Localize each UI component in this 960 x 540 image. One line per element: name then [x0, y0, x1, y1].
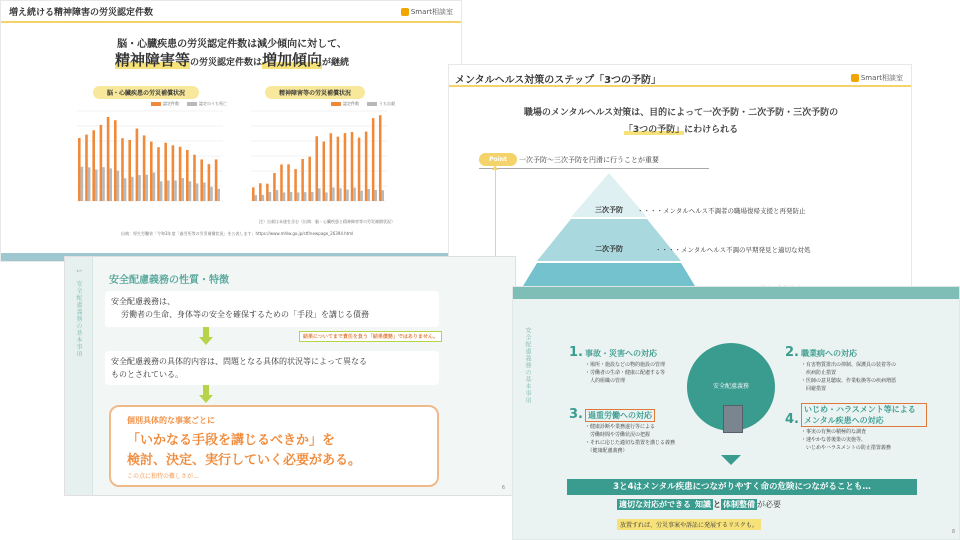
bar-primary	[273, 173, 276, 201]
bar-secondary	[210, 187, 213, 201]
chart-mental-disorders	[239, 107, 389, 215]
item-accident: 1. 事故・災害への対応 ・場所・施設などの物的施設の管理 ・労働者の生命・健康に配慮する等 人的組織の管理	[569, 345, 666, 384]
bar-secondary	[88, 167, 91, 201]
chart-left-legend: 認定件数 認定のうち死亡	[151, 101, 227, 107]
bar-secondary	[346, 190, 349, 201]
chart-left-title: 脳・心臓疾患の労災補償状況	[93, 86, 199, 99]
bar-secondary	[339, 188, 342, 201]
bar-primary	[114, 120, 117, 201]
bar-secondary	[367, 189, 370, 201]
bar-primary	[136, 129, 139, 201]
page-number: 8	[951, 529, 955, 535]
bar-primary	[186, 150, 189, 201]
bar-primary	[107, 117, 110, 201]
chart-heart-disease	[65, 107, 225, 215]
bar-primary	[121, 138, 124, 201]
down-arrow-icon	[203, 327, 209, 337]
bar-primary	[100, 125, 103, 201]
bar-primary	[294, 169, 297, 201]
bar-secondary	[290, 192, 293, 201]
brand-logo: Smart相談室	[851, 73, 903, 83]
bar-primary	[200, 159, 203, 201]
bar-secondary	[203, 183, 206, 201]
bar-secondary	[318, 188, 321, 201]
slide-safety-duty[interactable]	[64, 256, 516, 496]
bar-secondary	[124, 178, 127, 201]
down-arrow-icon	[199, 395, 213, 403]
bar-secondary	[145, 175, 148, 201]
down-arrow-icon	[199, 337, 213, 345]
bar-primary	[208, 164, 211, 201]
slide-title: 安全配慮義務の性質・特徴	[109, 275, 229, 286]
slide-top-bar	[513, 287, 960, 299]
bar-secondary	[138, 175, 141, 201]
bar-secondary	[325, 192, 328, 201]
bar-secondary	[117, 171, 120, 201]
chart-note: 注）自殺は未遂を含む（出典：脳・心臓疾患と精神障害等の労災補償状況）	[259, 219, 395, 224]
legend-swatch-icon	[367, 102, 377, 106]
slide-labor-claims[interactable]	[0, 0, 462, 262]
bar-primary	[379, 115, 382, 201]
bar-primary	[365, 132, 368, 201]
item-harassment: 4.いじめ・ハラスメント等による メンタル疾患への対応 ・事実の有無の積極的な調査 ・速やかな善後策の実施等、 いじめやハラスメントの防止措置義務	[785, 403, 935, 452]
bar-primary	[193, 155, 196, 201]
bar-secondary	[181, 178, 184, 201]
bar-primary	[164, 143, 167, 201]
logo-icon	[851, 74, 859, 82]
content-box: 安全配慮義務の具体的内容は、問題となる具体的状況等によって異なる ものとされている。	[105, 351, 439, 385]
slide-safety-duty-scope[interactable]	[512, 286, 960, 540]
bar-primary	[172, 145, 175, 201]
bar-primary	[157, 147, 160, 201]
bar-primary	[252, 187, 255, 201]
bar-secondary	[353, 188, 356, 201]
bar-primary	[92, 130, 95, 201]
bar-primary	[315, 136, 318, 201]
item-occupational-disease: 2. 職業病への対応 ・有害物質排出の抑制、保護具の装着等の 疾病防止措置 ・医師の意見聴取、作業転換等の疾病増悪 回避措置	[785, 345, 897, 392]
headline-line2: 精神障害等の労災認定件数は増加傾向が継続	[114, 51, 350, 69]
bar-secondary	[167, 180, 170, 201]
point-badge: Point	[479, 153, 517, 166]
bar-primary	[280, 164, 283, 201]
bar-primary	[358, 138, 361, 201]
tier-tertiary: 三次予防	[595, 206, 623, 214]
bar-primary	[150, 142, 153, 201]
legend-swatch-icon	[187, 102, 197, 106]
bar-primary	[323, 142, 326, 201]
lead-text: 職場のメンタルヘルス対策は、目的によって一次予防・二次予防・三次予防の 「3つの予防」にわけられる	[523, 108, 839, 135]
slide-title: メンタルヘルス対策のステップ「3つの予防」	[455, 75, 662, 86]
bar-primary	[259, 183, 262, 201]
requirement-text: 適切な対応ができる 知識 と 体制整備 が必要	[619, 500, 781, 509]
bar-primary	[330, 133, 333, 201]
bar-secondary	[153, 173, 156, 202]
bar-primary	[85, 135, 88, 201]
bar-secondary	[160, 181, 163, 201]
bar-secondary	[311, 192, 314, 201]
chart-right-title: 精神障害等の労災補償状況	[265, 86, 365, 99]
down-triangle-icon	[721, 455, 741, 465]
risk-warning: 放置すれば、労災事案や訴訟に発展するリスクも。	[617, 519, 761, 530]
bar-secondary	[189, 181, 192, 201]
page-number: 6	[501, 485, 505, 491]
bar-primary	[308, 157, 311, 201]
tier-tertiary-desc: ・・・・メンタルヘルス不調者の職場復帰支援と再発防止	[637, 207, 806, 215]
headline-line1: 脳・心臓疾患の労災認定件数は減少傾向に対して、	[117, 39, 347, 50]
bar-secondary	[196, 183, 199, 201]
definition-box: 安全配慮義務は、 労働者の生命、身体等の安全を確保するための「手段」を講じる債務	[105, 291, 439, 327]
tier-secondary: 二次予防	[595, 245, 623, 253]
bar-primary	[301, 159, 304, 201]
bar-primary	[337, 137, 340, 201]
bar-primary	[78, 138, 81, 201]
risk-banner: 3と4はメンタル疾患につながりやすく命の危険につながることも…	[567, 479, 917, 495]
bar-secondary	[381, 190, 384, 201]
bar-primary	[372, 118, 375, 201]
bar-primary	[266, 184, 269, 201]
bar-secondary	[283, 192, 286, 201]
bar-primary	[128, 140, 131, 201]
bar-primary	[344, 133, 347, 201]
tier-secondary-desc: ・・・・メンタルヘルス不調の早期発見と適切な対処	[655, 246, 811, 254]
bar-secondary	[276, 190, 279, 201]
bar-secondary	[81, 167, 84, 201]
bar-secondary	[131, 177, 134, 201]
legend-swatch-icon	[331, 102, 341, 106]
bar-primary	[179, 147, 182, 201]
point-text: 一次予防～三次予防を円滑に行うことが重要	[519, 156, 659, 164]
legend-swatch-icon	[151, 102, 161, 106]
brand-logo: Smart相談室	[401, 7, 453, 17]
bar-secondary	[374, 190, 377, 201]
result-duty-note: 結果についてまで責任を負う「結果債務」ではありません。	[299, 331, 442, 342]
center-circle: 安全配慮義務	[687, 343, 775, 431]
bar-secondary	[304, 192, 307, 201]
bar-secondary	[332, 188, 335, 202]
item-overwork: 3. 過重労働への対応 ・健康診断や業務遂行等による 労働時間や労働状況の把握 ・それに応じた適切な措置を講じる義務 （健康配慮義務）	[569, 407, 676, 454]
divider	[479, 168, 709, 169]
bar-secondary	[217, 189, 220, 201]
bar-primary	[143, 135, 146, 201]
side-label: 安全配慮義務の基本事項	[524, 327, 531, 404]
bar-primary	[215, 159, 218, 201]
bar-secondary	[262, 195, 265, 201]
bar-secondary	[109, 168, 112, 201]
bar-secondary	[360, 191, 363, 201]
bar-secondary	[174, 180, 177, 201]
bar-secondary	[269, 192, 272, 201]
bar-primary	[287, 164, 290, 201]
bar-secondary	[297, 192, 300, 201]
source-citation: 出典：厚生労働省「令和3年度「過労死等の労災補償状況」を公表します」https://www.mhlw.go.jp/stf/newpage_26394.html	[121, 231, 354, 236]
bar-secondary	[102, 167, 105, 201]
side-label: 1 安全配慮義務の基本事項	[75, 269, 82, 358]
side-bar	[65, 257, 93, 496]
bar-secondary	[95, 170, 98, 202]
emphasis-box: 個別具体的な事案ごとに 「いかなる手段を講じるべきか」を 検討、決定、実行していく必要がある。 この点に独特の難しさが…	[109, 405, 439, 487]
bar-secondary	[255, 195, 258, 201]
down-arrow-icon	[203, 385, 209, 395]
chart-right-legend: 認定件数 うち自殺	[331, 101, 395, 107]
bar-primary	[351, 132, 354, 201]
building-icon	[723, 405, 743, 433]
slide-title: 増え続ける精神障害の労災認定件数	[9, 8, 154, 18]
logo-icon	[401, 8, 409, 16]
